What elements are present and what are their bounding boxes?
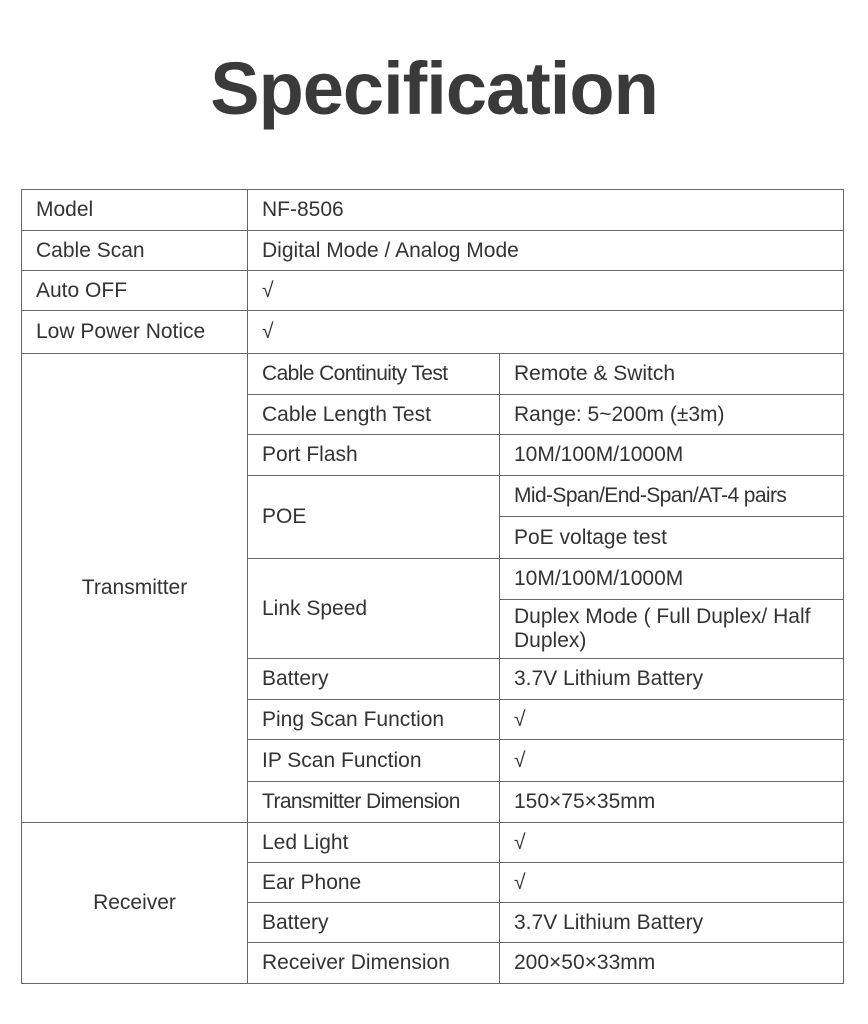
row-value: Duplex Mode ( Full Duplex/ Half Duplex)	[500, 600, 844, 659]
row-value: 3.7V Lithium Battery	[500, 903, 844, 943]
row-value: Remote & Switch	[500, 354, 844, 395]
table-row	[22, 271, 844, 311]
table-row	[22, 190, 844, 231]
row-label: Ping Scan Function	[248, 700, 500, 740]
row-label: Cable Scan	[22, 231, 248, 271]
check-mark: √	[500, 740, 844, 782]
row-value: 3.7V Lithium Battery	[500, 659, 844, 700]
row-label: Low Power Notice	[22, 311, 248, 354]
row-value: 10M/100M/1000M	[500, 559, 844, 600]
page-title: Specification	[210, 47, 658, 130]
table-row	[22, 311, 844, 354]
table-row	[22, 354, 844, 395]
row-value: Range: 5~200m (±3m)	[500, 395, 844, 435]
row-value: 10M/100M/1000M	[500, 435, 844, 476]
row-label: Ear Phone	[248, 863, 500, 903]
row-value: 150×75×35mm	[500, 782, 844, 823]
row-label: Model	[22, 190, 248, 231]
row-label: Port Flash	[248, 435, 500, 476]
check-mark: √	[500, 863, 844, 903]
group-label-transmitter: Transmitter	[22, 354, 248, 823]
row-value: 200×50×33mm	[500, 943, 844, 984]
row-value: Mid-Span/End-Span/AT-4 pairs	[500, 476, 844, 517]
row-label: POE	[248, 476, 500, 559]
row-value: Digital Mode / Analog Mode	[248, 231, 844, 271]
check-mark: √	[248, 271, 844, 311]
table-row	[22, 823, 844, 863]
row-value: PoE voltage test	[500, 517, 844, 559]
row-label: Link Speed	[248, 559, 500, 659]
row-label: Battery	[248, 903, 500, 943]
row-label: Led Light	[248, 823, 500, 863]
row-label: Cable Length Test	[248, 395, 500, 435]
table-row	[22, 231, 844, 271]
check-mark: √	[248, 311, 844, 354]
specification-table	[21, 189, 844, 984]
check-mark: √	[500, 700, 844, 740]
row-label: Auto OFF	[22, 271, 248, 311]
row-label: Transmitter Dimension	[248, 782, 500, 823]
row-value: NF-8506	[248, 190, 844, 231]
check-mark: √	[500, 823, 844, 863]
row-label: IP Scan Function	[248, 740, 500, 782]
row-label: Cable Continuity Test	[248, 354, 500, 395]
group-label-receiver: Receiver	[22, 823, 248, 984]
row-label: Receiver Dimension	[248, 943, 500, 984]
row-label: Battery	[248, 659, 500, 700]
